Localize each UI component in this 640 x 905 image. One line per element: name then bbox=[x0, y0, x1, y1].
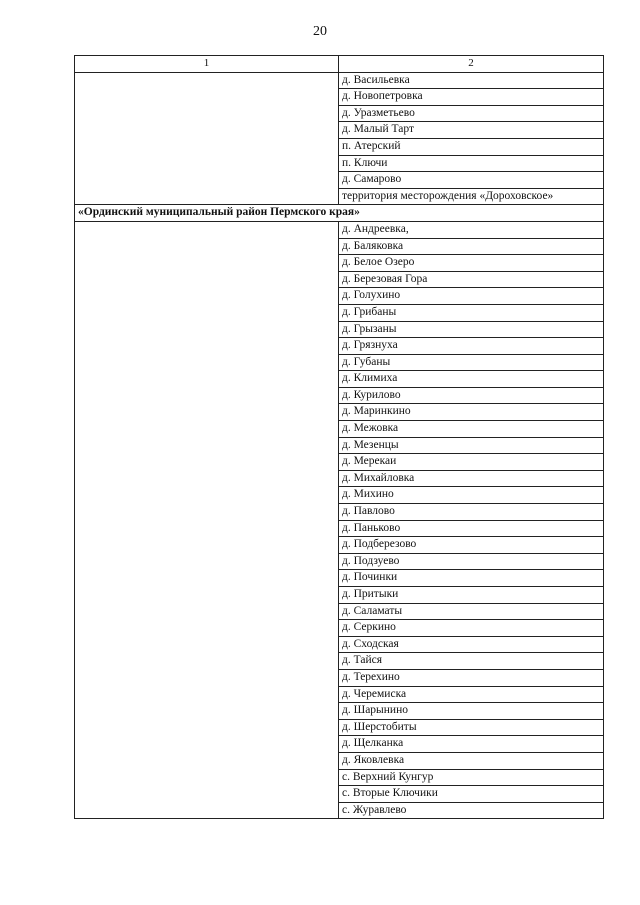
settlement-cell: п. Ключи bbox=[339, 155, 604, 172]
settlement-cell: д. Белое Озеро bbox=[339, 255, 604, 272]
column-header-1: 1 bbox=[75, 56, 339, 73]
settlement-cell: д. Грызаны bbox=[339, 321, 604, 338]
table-row bbox=[75, 221, 604, 238]
settlement-cell: д. Павлово bbox=[339, 504, 604, 521]
page-number: 20 bbox=[313, 24, 327, 39]
settlement-cell: д. Климиха bbox=[339, 371, 604, 388]
settlement-cell: д. Губаны bbox=[339, 354, 604, 371]
settlement-cell: д. Маринкино bbox=[339, 404, 604, 421]
settlement-cell: д. Шарынино bbox=[339, 703, 604, 720]
settlement-cell: д. Грязнуха bbox=[339, 338, 604, 355]
settlement-cell: д. Андреевка, bbox=[339, 221, 604, 238]
header-row bbox=[75, 56, 604, 73]
settlement-cell: с. Журавлево bbox=[339, 802, 604, 819]
empty-district-cell bbox=[75, 72, 339, 205]
settlement-cell: д. Подзуево bbox=[339, 553, 604, 570]
settlement-cell: д. Михино bbox=[339, 487, 604, 504]
settlement-cell: д. Притыки bbox=[339, 587, 604, 604]
settlement-cell: д. Михайловка bbox=[339, 470, 604, 487]
table-body bbox=[75, 56, 604, 819]
settlements-table bbox=[74, 55, 604, 819]
settlement-cell: д. Березовая Гора bbox=[339, 271, 604, 288]
section-title: «Ординский муниципальный район Пермского края» bbox=[75, 205, 604, 222]
settlement-cell: д. Голухино bbox=[339, 288, 604, 305]
settlement-cell: д. Черемиска bbox=[339, 686, 604, 703]
settlement-cell: д. Саламаты bbox=[339, 603, 604, 620]
settlement-cell: д. Уразметьево bbox=[339, 105, 604, 122]
settlement-cell: с. Верхний Кунгур bbox=[339, 769, 604, 786]
settlement-cell: д. Мезенцы bbox=[339, 437, 604, 454]
settlement-cell: д. Малый Тарт bbox=[339, 122, 604, 139]
section-row bbox=[75, 205, 604, 222]
settlement-cell: д. Новопетровка bbox=[339, 89, 604, 106]
settlement-cell: д. Грибаны bbox=[339, 304, 604, 321]
settlement-cell: территория месторождения «Дороховское» bbox=[339, 188, 604, 205]
settlement-cell: д. Терехино bbox=[339, 669, 604, 686]
empty-district-cell bbox=[75, 221, 339, 818]
settlement-cell: д. Курилово bbox=[339, 387, 604, 404]
settlement-cell: д. Мерекаи bbox=[339, 454, 604, 471]
settlement-cell: с. Вторые Ключики bbox=[339, 786, 604, 803]
settlement-cell: д. Самарово bbox=[339, 172, 604, 189]
settlement-cell: д. Баляковка bbox=[339, 238, 604, 255]
settlement-cell: д. Щелканка bbox=[339, 736, 604, 753]
settlement-cell: п. Атерский bbox=[339, 138, 604, 155]
settlement-cell: д. Сходская bbox=[339, 636, 604, 653]
column-header-2: 2 bbox=[339, 56, 604, 73]
settlement-cell: д. Серкино bbox=[339, 620, 604, 637]
settlement-cell: д. Шерстобиты bbox=[339, 719, 604, 736]
settlement-cell: д. Паньково bbox=[339, 520, 604, 537]
settlement-cell: д. Подберезово bbox=[339, 537, 604, 554]
settlement-cell: д. Яковлевка bbox=[339, 752, 604, 769]
table-row bbox=[75, 72, 604, 89]
settlement-cell: д. Васильевка bbox=[339, 72, 604, 89]
settlement-cell: д. Починки bbox=[339, 570, 604, 587]
settlement-cell: д. Тайся bbox=[339, 653, 604, 670]
settlement-cell: д. Межовка bbox=[339, 421, 604, 438]
